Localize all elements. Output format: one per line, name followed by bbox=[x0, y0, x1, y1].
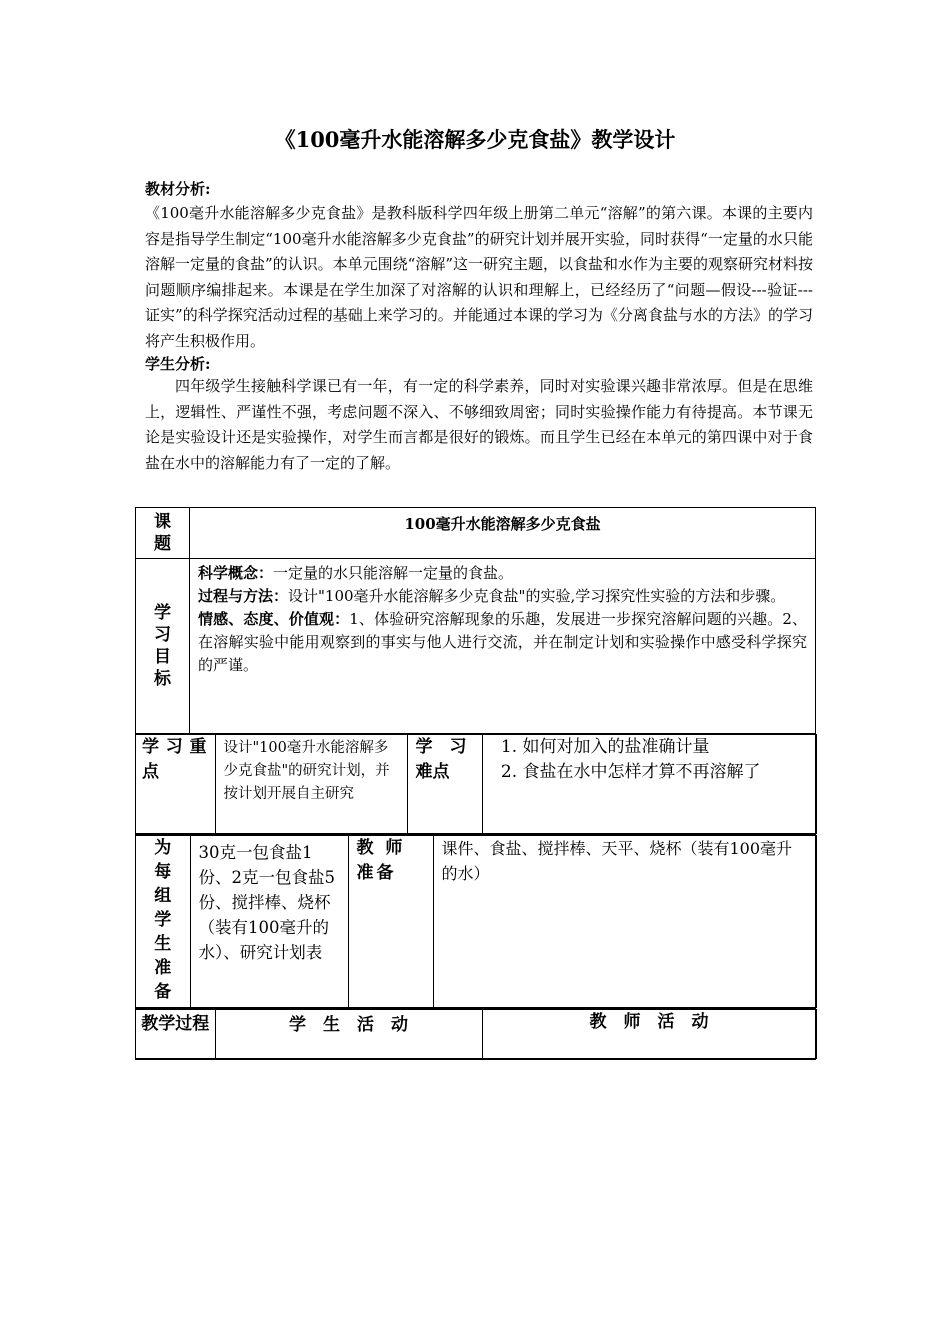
goals-row bbox=[136, 559, 816, 734]
difficulty-label: 学 习难点 bbox=[407, 735, 482, 834]
goals-label: 学 习 目 标 bbox=[136, 559, 190, 734]
material-analysis-heading: 教材分析: bbox=[145, 180, 211, 198]
student-activity-label: 学 生 活 动 bbox=[215, 1010, 482, 1059]
difficulty-item: 2. 食盐在水中怎样才算不再溶解了 bbox=[523, 760, 812, 785]
difficulty-item: 1. 如何对加入的盐准确计量 bbox=[523, 735, 812, 760]
key-point-label: 学习重点 bbox=[136, 735, 215, 834]
teacher-activity-label: 教 师 活 动 bbox=[482, 1010, 816, 1059]
topic-label: 课 题 bbox=[136, 508, 190, 559]
group-prep-text: 30克一包食盐1份、2克一包食盐5份、搅拌棒、烧杯（装有100毫升的水）、研究计划表 bbox=[190, 836, 348, 1008]
process-row bbox=[136, 1009, 816, 1060]
goal1-text: 一定量的水只能溶解一定量的食盐。 bbox=[273, 564, 514, 582]
difficulty-list-cell bbox=[482, 735, 816, 834]
lesson-plan-table bbox=[135, 507, 816, 1060]
teacher-prep-label: 教 师 准备 bbox=[348, 836, 433, 1008]
goal-science-concept bbox=[198, 562, 807, 585]
goal3-text: 1、体验研究溶解现象的乐趣，发展进一步探究溶解问题的兴趣。2、在溶解实验中能用观察到的事实与他人进行交流，并在制定计划和实验操作中感受科学探究的严谨。 bbox=[198, 610, 807, 674]
document-title: 《100毫升水能溶解多少克食盐》教学设计 bbox=[274, 127, 676, 152]
goal2-label: 过程与方法： bbox=[198, 587, 289, 605]
goals-content bbox=[190, 559, 816, 734]
topic-value: 100毫升水能溶解多少克食盐 bbox=[190, 508, 816, 559]
goal3-label: 情感、态度、价值观： bbox=[198, 610, 350, 628]
goal2-text: 设计"100毫升水能溶解多少克食盐"的实验,学习探究性实验的方法和步骤。 bbox=[288, 587, 786, 605]
goal-process-method bbox=[198, 585, 807, 608]
topic-row bbox=[136, 508, 816, 559]
student-analysis-text: 四年级学生接触科学课已有一年，有一定的科学素养，同时对实验课兴趣非常浓厚。但是在思维上，逻辑性、严谨性不强，考虑问题不深入、不够细致周密；同时实验操作能力有待提高。本节课无论是实验设计还是实验操作，对学生而言都是很好的锻炼。而且学生已经在本单元的第四课中对于食盐在水中的溶解能力有了一定的了解。 bbox=[145, 377, 813, 472]
goal-emotion-values bbox=[198, 608, 807, 677]
group-prep-label: 为 每 组 学 生 准 备 bbox=[136, 836, 190, 1008]
student-analysis-heading: 学生分析: bbox=[145, 355, 211, 373]
process-label: 教学过程 bbox=[136, 1010, 215, 1059]
material-analysis-text: 《100毫升水能溶解多少克食盐》是教科版科学四年级上册第二单元“溶解”的第六课。本课的主要内容是指导学生制定“100毫升水能溶解多少克食盐”的研究计划并展开实验，同时获得“一定量的水只能溶解一定量的食盐”的认识。本单元围绕“溶解”这一研究主题，以食盐和水作为主要的观察研究材料按问题顺序编排起来。本课是在学生加深了对溶解的认识和理解上，已经经历了“问题—假设---验证---证实”的科学探究活动过程的基础上来学习的。并能通过本课的学习为《分离食盐与水的方法》的学习将产生积极作用。 bbox=[145, 204, 814, 350]
key-difficulty-row bbox=[136, 734, 816, 835]
teacher-prep-text: 课件、食盐、搅拌棒、天平、烧杯（装有100毫升的水） bbox=[433, 836, 816, 1008]
difficulty-list bbox=[487, 735, 812, 785]
preparation-row bbox=[136, 835, 816, 1009]
key-point-text: 设计"100毫升水能溶解多少克食盐"的研究计划，并按计划开展自主研究 bbox=[215, 735, 407, 834]
goal1-label: 科学概念： bbox=[198, 564, 274, 582]
